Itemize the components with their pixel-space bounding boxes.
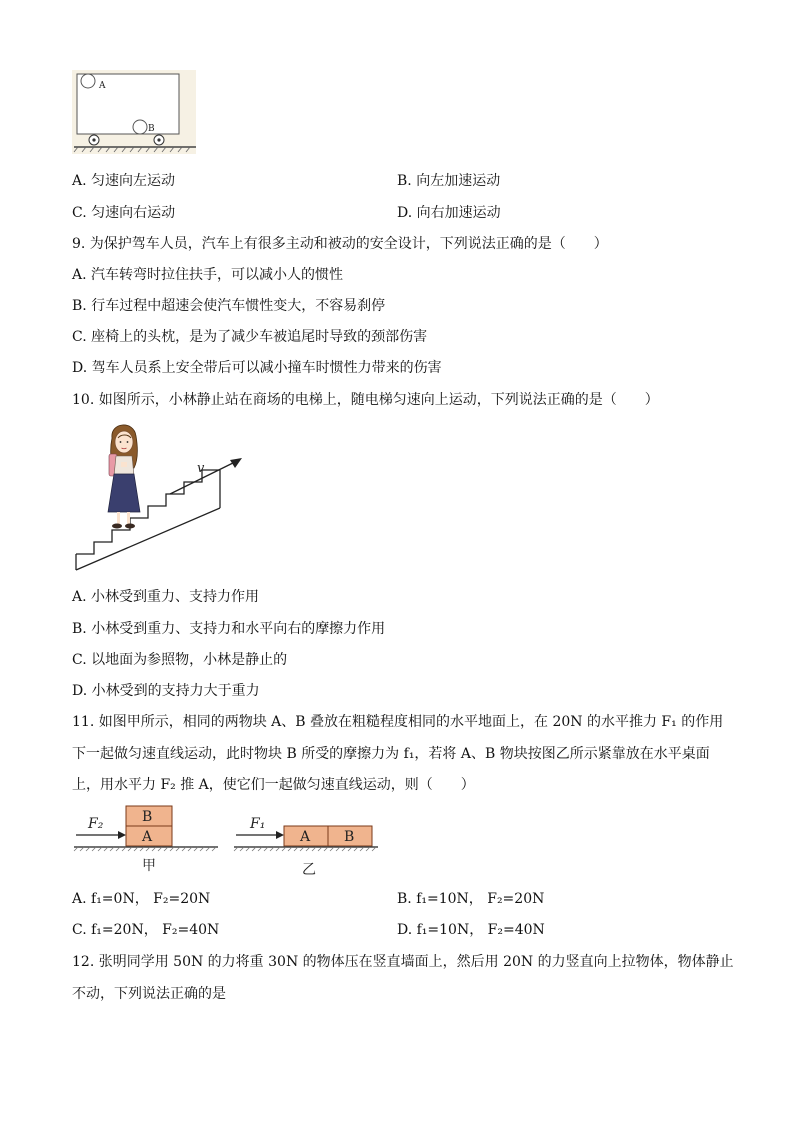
- q12-stem-line2: 不动，下列说法正确的是: [72, 986, 226, 1002]
- yi-caption: 乙: [302, 862, 316, 878]
- q11-option-b: B. f₁=10N， F₂=20N: [397, 891, 545, 907]
- velocity-label: v: [197, 461, 205, 476]
- q11-stem-line2: 下一起做匀速直线运动，此时物块 B 所受的摩擦力为 f₁，若将 A、B 物块按图乙所示紧靠放在水平桌面: [72, 746, 710, 762]
- ball-b: [133, 120, 147, 134]
- q10-option-a: A. 小林受到重力、支持力作用: [72, 589, 260, 605]
- q8-option-c: C. 匀速向右运动: [72, 205, 176, 221]
- jia-caption: 甲: [142, 858, 156, 874]
- q10-escalator-figure: [74, 420, 249, 575]
- yi-force-label: F₁: [250, 816, 266, 832]
- wheel-right-axle: [157, 138, 160, 141]
- yi-force-arrow-head: [276, 831, 284, 839]
- q9-option-d: D. 驾车人员系上安全带后可以减小撞车时惯性力带来的伤害: [72, 360, 442, 376]
- wheel-left-axle: [92, 138, 95, 141]
- jia-force-label: F₂: [88, 816, 104, 832]
- q10-stem: 10. 如图所示，小林静止站在商场的电梯上，随电梯匀速向上运动，下列说法正确的是（ ）: [72, 392, 659, 408]
- q12-stem-line1: 12. 张明同学用 50N 的力将重 30N 的物体压在竖直墙面上，然后用 20N 的力竖直向上拉物体，物体静止: [72, 954, 734, 970]
- q10-option-c: C. 以地面为参照物，小林是静止的: [72, 652, 288, 668]
- q9-option-b: B. 行车过程中超速会使汽车惯性变大，不容易刹停: [72, 298, 386, 314]
- q11-stem-line1: 11. 如图甲所示，相同的两物块 A、B 叠放在粗糙程度相同的水平地面上，在 20N 的水平推力 F₁ 的作用: [72, 714, 724, 730]
- velocity-arrow-shaft: [170, 460, 239, 494]
- ball-a: [81, 74, 95, 88]
- q9-stem: 9. 为保护驾车人员，汽车上有很多主动和被动的安全设计，下列说法正确的是（ ）: [72, 236, 608, 252]
- q9-option-a: A. 汽车转弯时拉住扶手，可以减小人的惯性: [72, 267, 344, 283]
- q8-cart-figure: [70, 68, 200, 158]
- q11-figure-yi: [232, 804, 382, 878]
- q10-option-b: B. 小林受到重力、支持力和水平向右的摩擦力作用: [72, 621, 386, 637]
- q9-option-c: C. 座椅上的头枕，是为了减少车被追尾时导致的颈部伤害: [72, 329, 428, 345]
- girl-figure: [108, 425, 140, 529]
- jia-block-b-label: B: [142, 809, 153, 825]
- jia-block-a-label: A: [142, 829, 153, 845]
- q11-figure-jia: [72, 804, 222, 878]
- q8-option-b: B. 向左加速运动: [397, 173, 501, 189]
- ball-a-label: A: [99, 81, 106, 91]
- q8-option-d: D. 向右加速运动: [397, 205, 501, 221]
- q11-option-a: A. f₁=0N， F₂=20N: [72, 891, 211, 907]
- q11-stem-line3: 上，用水平力 F₂ 推 A，使它们一起做匀速直线运动，则（ ）: [72, 777, 475, 793]
- q8-option-a: A. 匀速向左运动: [72, 173, 176, 189]
- q10-option-d: D. 小林受到的支持力大于重力: [72, 683, 260, 699]
- yi-block-a-label: A: [300, 829, 311, 845]
- ball-b-label: B: [148, 124, 155, 134]
- jia-force-arrow-head: [118, 831, 126, 839]
- q11-option-d: D. f₁=10N， F₂=40N: [397, 922, 545, 938]
- yi-block-b-label: B: [344, 829, 355, 845]
- q11-option-c: C. f₁=20N， F₂=40N: [72, 922, 220, 938]
- escalator-steps: [76, 470, 220, 554]
